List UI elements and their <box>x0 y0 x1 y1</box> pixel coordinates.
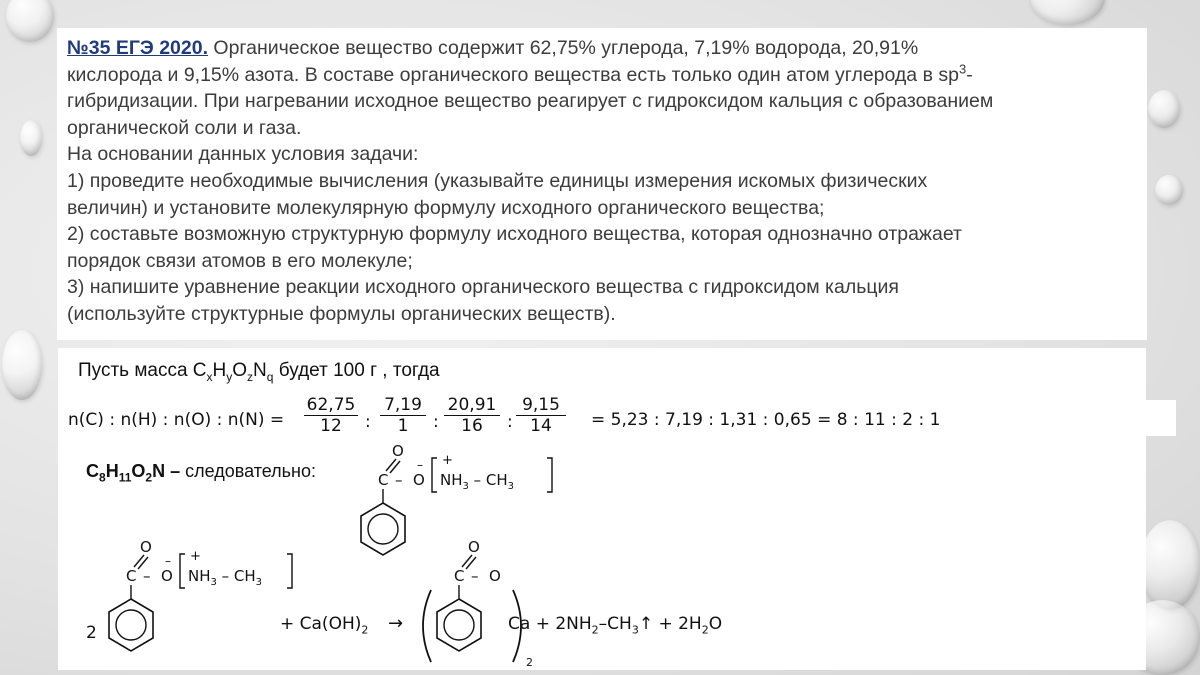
aromatic-circle <box>444 610 474 640</box>
water-drop <box>1148 90 1180 128</box>
conclusion-text: следовательно: <box>185 461 316 481</box>
reagent-calcium-hydroxide <box>280 614 368 636</box>
formula-text: H <box>105 461 119 481</box>
fraction-numerator: 9,15 <box>516 395 566 416</box>
intro-text: будет 100 г , тогда <box>273 360 440 381</box>
bond-dash: – <box>471 567 479 585</box>
bracket-left <box>180 554 185 588</box>
subscript: z <box>247 369 254 384</box>
problem-line: гибридизации. При нагревании исходное вещество реагирует с гидроксидом кальция с образованием <box>67 90 994 113</box>
intro-text: H <box>212 360 227 381</box>
product-text: ↑ + 2H <box>638 614 702 634</box>
subscript: 2 <box>145 470 153 485</box>
subscript: 8 <box>99 470 106 485</box>
bracket-left <box>432 458 437 492</box>
oxygen-atom: O <box>161 567 173 585</box>
ammonium-group: $NH_3 - CH_3$ <box>440 471 515 492</box>
subscript: x <box>206 369 213 384</box>
formula-text: O <box>131 461 146 481</box>
molecular-formula <box>86 461 316 485</box>
superscript: 3 <box>958 61 967 77</box>
problem-line: Органическое вещество содержит 62,75% углерода, 7,19% водорода, 20,91% <box>213 37 919 59</box>
aromatic-circle <box>368 514 398 544</box>
problem-line: На основании данных условия задачи: <box>67 143 419 166</box>
ratio-separator: : <box>433 412 439 432</box>
negative-charge: – <box>165 554 171 568</box>
problem-line: (используйте структурные формулы органических веществ). <box>67 302 616 325</box>
carbon-atom: C <box>378 471 389 489</box>
bond-dash: – <box>395 471 403 489</box>
double-bond <box>462 555 472 567</box>
intro-text: O <box>232 360 248 381</box>
reaction-arrow: → <box>388 613 404 634</box>
fraction-numerator: 7,19 <box>380 395 426 416</box>
water-drop <box>1155 175 1183 205</box>
oxygen-atom: O <box>489 567 501 585</box>
oxygen-atom: O <box>468 538 480 556</box>
ammonium-group: $NH_3 - CH_3$ <box>188 567 263 588</box>
fraction-oxygen <box>444 395 500 436</box>
product-text: O <box>708 614 723 634</box>
ratio-label: n(C) : n(H) : n(O) : n(N) = <box>68 410 285 430</box>
ratio-separator: : <box>507 412 513 432</box>
parenthesis-left <box>423 590 431 662</box>
subscript: q <box>266 369 274 384</box>
subscript: 11 <box>118 470 132 485</box>
subscript: 3 <box>631 623 639 637</box>
formula-text: N <box>152 461 166 481</box>
fraction-carbon <box>304 395 358 436</box>
stoichiometric-coefficient: 2 <box>86 623 97 643</box>
carbon-atom: C <box>126 567 137 585</box>
problem-line: 1) проведите необходимые вычисления (указывайте единицы измерения искомых физических <box>67 169 928 192</box>
subscript: 2 <box>526 656 533 669</box>
double-bond <box>134 555 144 567</box>
formula-text: – <box>165 461 186 481</box>
oxygen-atom: O <box>413 471 425 489</box>
problem-line: величин) и установите молекулярную формулу исходного органического вещества; <box>67 196 825 219</box>
oxygen-atom: O <box>392 442 404 460</box>
subscript: 2 <box>701 623 709 637</box>
fraction-denominator: 14 <box>530 416 552 436</box>
fraction-numerator: 62,75 <box>304 395 358 416</box>
subscript: 2 <box>591 623 599 637</box>
product-text: –CH <box>598 614 632 634</box>
structure-reactant <box>86 538 296 668</box>
positive-charge: + <box>190 549 201 564</box>
carbon-atom: C <box>454 567 465 585</box>
aromatic-circle <box>116 610 146 640</box>
double-bond <box>386 459 396 471</box>
problem-statement <box>67 35 1142 328</box>
bracket-right <box>287 554 292 588</box>
solution-intro <box>78 360 440 384</box>
problem-panel <box>57 28 1147 340</box>
water-drop <box>20 120 42 156</box>
fraction-denominator: 12 <box>320 416 342 436</box>
problem-line: порядок связи атомов в его молекуле; <box>67 249 413 272</box>
problem-line: 3) напишите уравнение реакции исходного органического вещества с гидроксидом кальция <box>67 276 899 299</box>
problem-line: органической соли и газа. <box>67 116 302 139</box>
negative-charge: – <box>417 458 423 472</box>
reaction-products <box>508 614 722 636</box>
fraction-numerator: 20,91 <box>444 395 500 416</box>
bracket-right <box>547 458 552 492</box>
oxygen-atom: O <box>140 538 152 556</box>
solution-panel <box>58 348 1146 670</box>
fraction-denominator: 16 <box>461 416 483 436</box>
product-text: Ca + 2NH <box>508 614 592 634</box>
water-drop <box>2 330 42 400</box>
intro-text: N <box>253 360 267 381</box>
intro-text: Пусть масса C <box>78 360 207 381</box>
subscript: y <box>226 369 233 384</box>
subscript: 2 <box>361 623 369 637</box>
problem-line: - <box>966 63 973 86</box>
formula-text: C <box>86 461 99 481</box>
positive-charge: + <box>442 453 453 468</box>
problem-header: №35 ЕГЭ 2020. <box>67 37 208 59</box>
fraction-hydrogen <box>380 395 426 436</box>
reagent-text: + Ca(OH) <box>280 614 362 634</box>
water-drop <box>1140 520 1200 610</box>
problem-line: 2) составьте возможную структурную формулу исходного вещества, которая однозначно отражает <box>67 223 962 246</box>
bond-dash: – <box>143 567 151 585</box>
ratio-separator: : <box>365 412 371 432</box>
ratio-result: = 5,23 : 7,19 : 1,31 : 0,65 = 8 : 11 : 2 : 1 <box>591 410 941 430</box>
fraction-nitrogen <box>516 395 566 436</box>
problem-line: кислорода и 9,15% азота. В составе органического вещества есть только один атом углерода в sp <box>67 63 959 86</box>
panel-edge <box>1146 400 1176 436</box>
fraction-denominator: 1 <box>397 416 409 436</box>
structure-calcium-benzoate <box>413 538 543 668</box>
